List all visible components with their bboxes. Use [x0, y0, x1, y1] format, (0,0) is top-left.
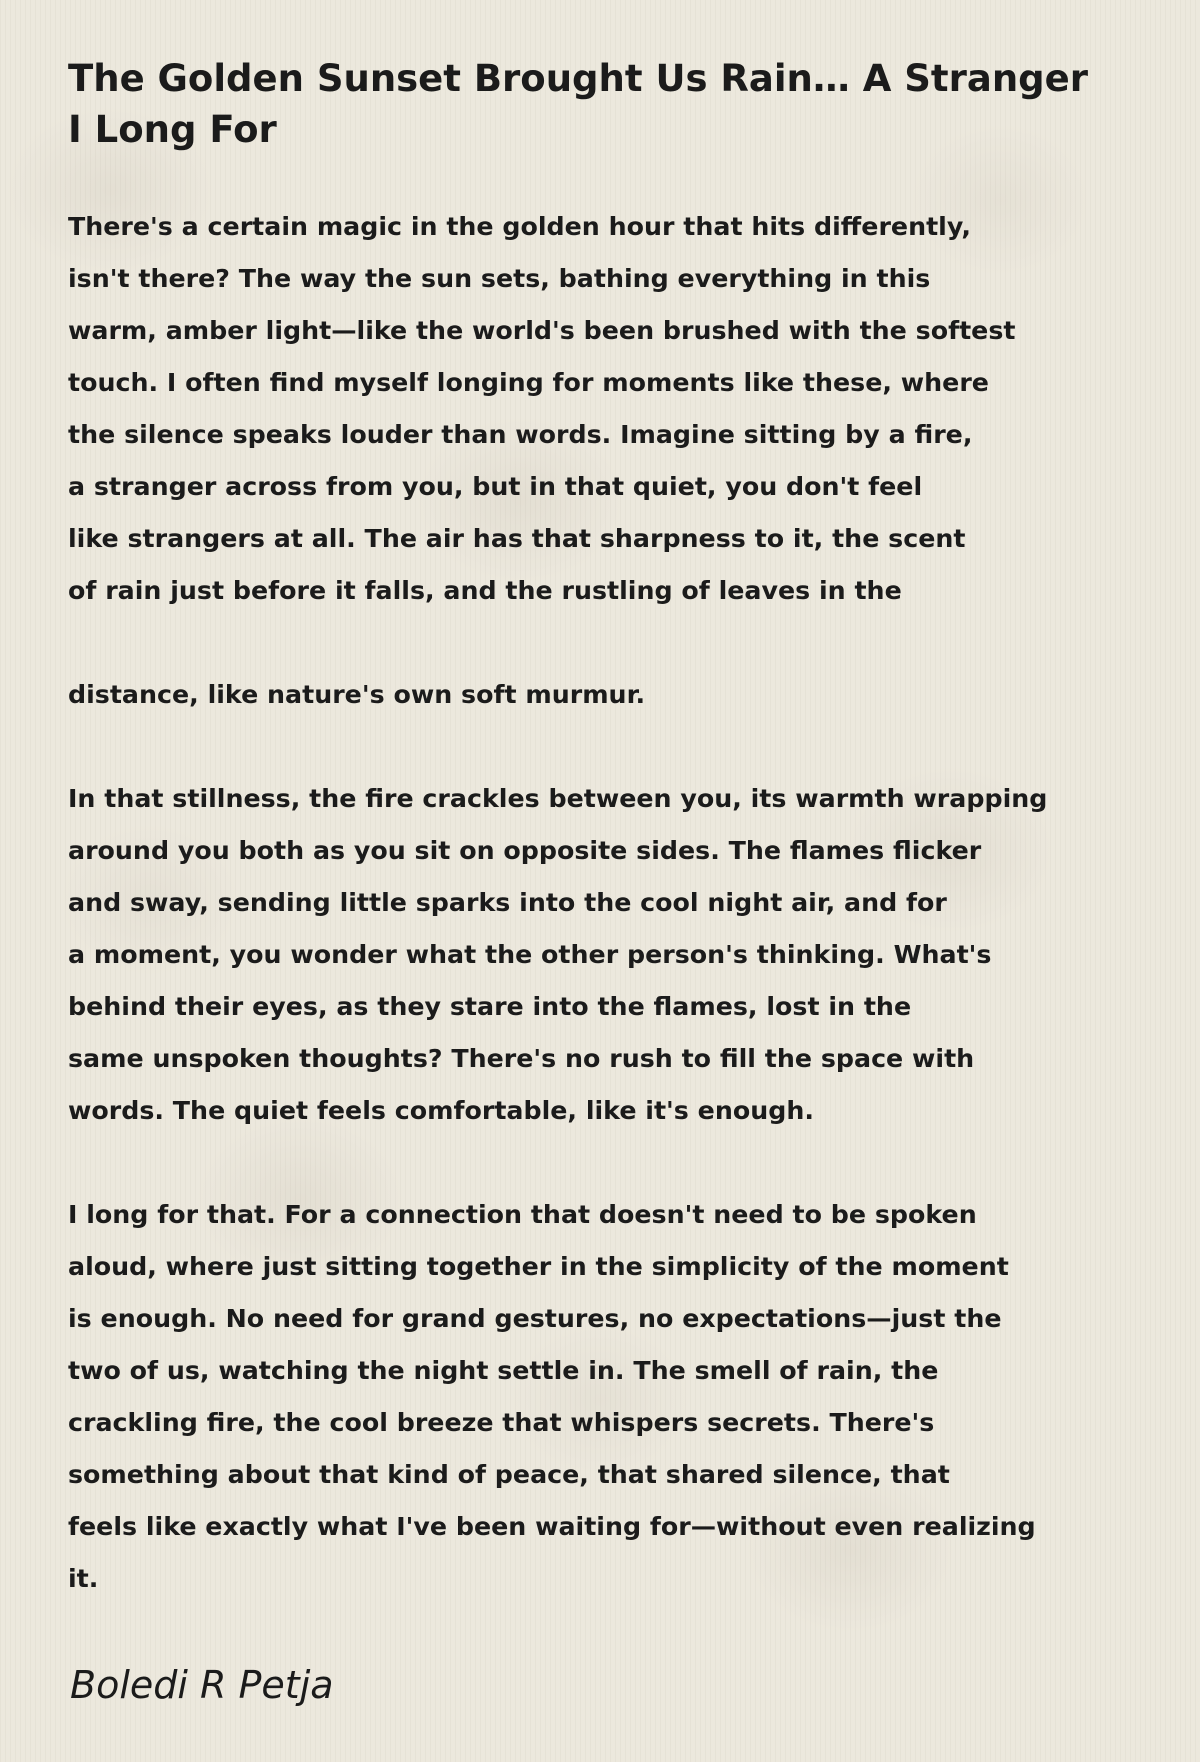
poem-line: it. [68, 1564, 99, 1593]
poem-line: two of us, watching the night settle in. The smell of rain, the [68, 1356, 939, 1385]
poem-line: feels like exactly what I've been waiting for—without even realizing [68, 1512, 1036, 1541]
poem-title: The Golden Sunset Brought Us Rain… A Stranger I Long For [68, 57, 1088, 151]
poem-line: aloud, where just sitting together in the simplicity of the moment [68, 1252, 1009, 1281]
blank-line [68, 1137, 1158, 1189]
poem-line: There's a certain magic in the golden hour that hits differently, [68, 212, 971, 241]
poem-line: something about that kind of peace, that shared silence, that [68, 1460, 950, 1489]
poem-line: of rain just before it falls, and the rustling of leaves in the [68, 576, 902, 605]
poem-line: is enough. No need for grand gestures, no expectations—just the [68, 1304, 1002, 1333]
author-name: Boledi R Petja [70, 1663, 334, 1707]
poem-line: In that stillness, the fire crackles between you, its warmth wrapping [68, 784, 1048, 813]
poem-line: isn't there? The way the sun sets, bathing everything in this [68, 264, 931, 293]
poem-body [68, 201, 1158, 1605]
poem-line: I long for that. For a connection that doesn't need to be spoken [68, 1200, 977, 1229]
poem-line: and sway, sending little sparks into the cool night air, and for [68, 888, 947, 917]
blank-line [68, 721, 1158, 773]
poem-line: like strangers at all. The air has that sharpness to it, the scent [68, 524, 966, 553]
poem-line: a moment, you wonder what the other person's thinking. What's [68, 940, 992, 969]
poem-line: touch. I often find myself longing for moments like these, where [68, 368, 989, 397]
poem-line: same unspoken thoughts? There's no rush to fill the space with [68, 1044, 975, 1073]
poem-line: the silence speaks louder than words. Imagine sitting by a fire, [68, 420, 973, 449]
poem-line: distance, like nature's own soft murmur. [68, 680, 646, 709]
poem-line: behind their eyes, as they stare into the flames, lost in the [68, 992, 912, 1021]
poem-line: around you both as you sit on opposite sides. The flames flicker [68, 836, 982, 865]
poem-line: crackling fire, the cool breeze that whispers secrets. There's [68, 1408, 935, 1437]
poem-line: words. The quiet feels comfortable, like it's enough. [68, 1096, 814, 1125]
poem-line: warm, amber light—like the world's been brushed with the softest [68, 316, 1016, 345]
blank-line [68, 617, 1158, 669]
poem-line: a stranger across from you, but in that quiet, you don't feel [68, 472, 923, 501]
